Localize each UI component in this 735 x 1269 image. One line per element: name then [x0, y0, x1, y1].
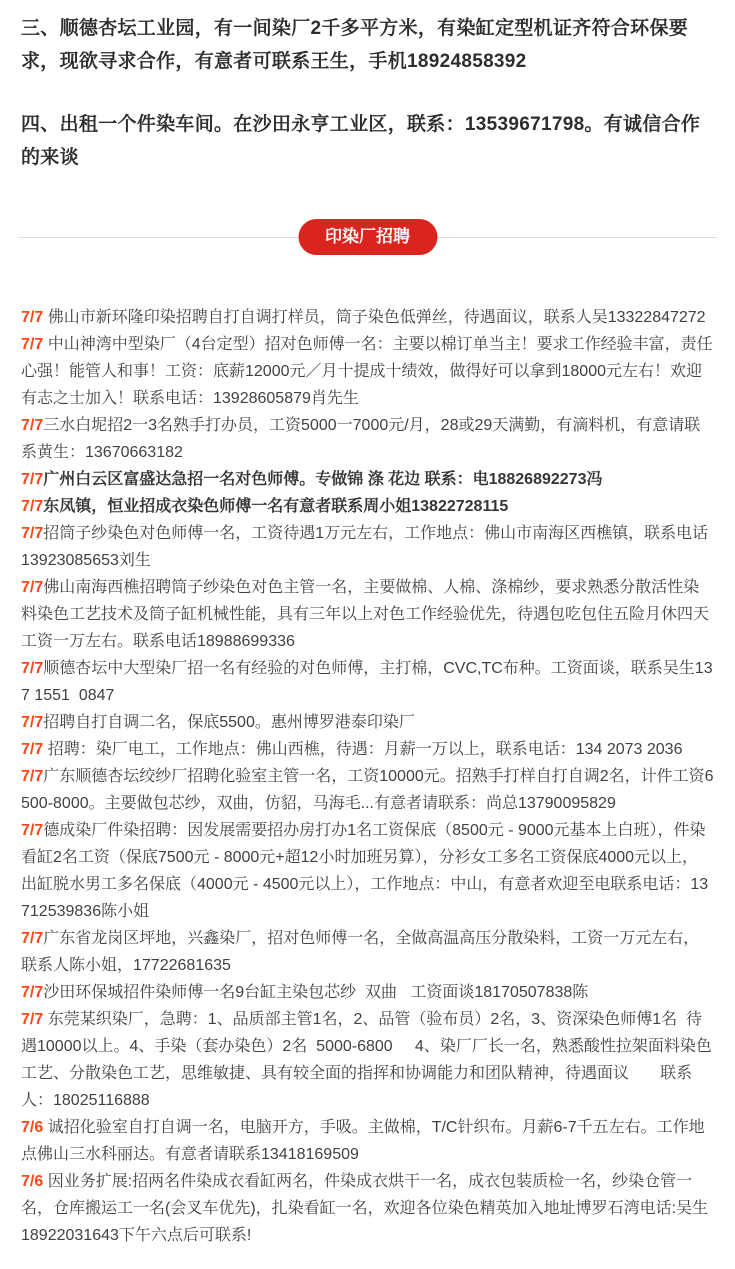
job-text: 中山神湾中型染厂（4台定型）招对色师傅一名：主要以棉订单当主！要求工作经验丰富，责任心强！能管人和事！工资：底薪12000元／月十提成十绩效，做得好可以拿到18000元左右！欢迎有志之士加入！联系电话：13928605879肖先生 — [21, 336, 713, 407]
job-posting — [21, 520, 714, 574]
job-posting — [21, 412, 714, 466]
job-text: 因业务扩展:招两名件染成衣看缸两名，件染成衣烘干一名，成衣包装质检一名，纱染仓管一名，仓库搬运工一名(会叉车优先)，扎染看缸一名，欢迎各位染色精英加入地址博罗石湾电话:吴生18922031643下午六点后可联系! — [21, 1173, 709, 1244]
job-text: 顺德杏坛中大型染厂招一名有经验的对色师傅，主打棉，CVC,TC布种。工资面谈，联系吴生137 1551 0847 — [21, 660, 713, 704]
job-date: 7/7 — [21, 768, 44, 785]
job-posting — [21, 817, 714, 925]
job-text: 诚招化验室自打自调一名，电脑开方，手吸。主做棉，T/C针织布。月薪6-7千五左右。工作地点佛山三水科丽达。有意者请联系13418169509 — [21, 1119, 705, 1163]
job-date: 7/7 — [21, 309, 44, 326]
job-date: 7/7 — [21, 660, 44, 677]
job-text: 东凤镇，恒业招成衣染色师傅一名有意者联系周小姐13822728115 — [43, 498, 509, 515]
job-posting — [21, 736, 714, 763]
job-text: 广州白云区富盛达急招一名对色师傅。专做锦 涤 花边 联系：电18826892273冯 — [43, 471, 603, 488]
job-date: 7/7 — [21, 714, 44, 731]
job-date: 7/6 — [21, 1173, 44, 1190]
job-text: 广东顺德杏坛绞纱厂招聘化验室主管一名，工资10000元。招熟手打样自打自调2名，计件工资6500-8000。主要做包芯纱，双曲，仿貂，马海毛...有意者请联系：尚总13790095829 — [21, 768, 714, 812]
job-text: 招筒子纱染色对色师傅一名，工资待遇1万元左右，工作地点：佛山市南海区西樵镇，联系电话13923085653刘生 — [21, 525, 709, 569]
job-date: 7/7 — [21, 471, 44, 488]
job-posting — [21, 763, 714, 817]
cooperation-notices — [21, 12, 714, 174]
job-posting — [21, 1114, 714, 1168]
job-text: 德成染厂件染招聘：因发展需要招办房打办1名工资保底（8500元 - 9000元基本上白班），件染看缸2名工资（保底7500元 - 8000元+超12小时加班另算），分衫女工多名工资保底4000元以上，出缸脱水男工多名保底（4000元 - 4500元以上），工作地点：中山，有意者欢迎至电联系电话：13712539836陈小姐 — [21, 822, 709, 920]
job-list — [21, 304, 714, 1249]
notice-paragraph-3: 三、顺德杏坛工业园，有一间染厂2千多平方米，有染缸定型机证齐符合环保要求，现欲寻求合作，有意者可联系王生，手机18924858392 — [21, 18, 689, 72]
job-date: 7/6 — [21, 1119, 44, 1136]
job-text: 沙田环保城招件染师傅一名9台缸主染包芯纱 双曲 工资面谈18170507838陈 — [43, 984, 589, 1001]
job-date: 7/7 — [21, 417, 44, 434]
job-text: 佛山南海西樵招聘筒子纱染色对色主管一名，主要做棉、人棉、涤棉纱，要求熟悉分散活性染料染色工艺技术及筒子缸机械性能，具有三年以上对色工作经验优先，待遇包吃包住五险月休四天工资一万左右。联系电话18988699336 — [21, 579, 710, 650]
job-posting — [21, 466, 714, 493]
job-date: 7/7 — [21, 930, 44, 947]
job-date: 7/7 — [21, 525, 44, 542]
job-posting — [21, 1006, 714, 1114]
job-date: 7/7 — [21, 579, 44, 596]
job-date: 7/7 — [21, 336, 44, 353]
job-posting — [21, 709, 714, 736]
job-date: 7/7 — [21, 1011, 44, 1028]
job-date: 7/7 — [21, 984, 44, 1001]
job-text: 招聘：染厂电工，工作地点：佛山西樵，待遇：月薪一万以上，联系电话：134 2073 2036 — [43, 741, 683, 758]
job-date: 7/7 — [21, 741, 44, 758]
job-posting — [21, 574, 714, 655]
job-posting — [21, 979, 714, 1006]
job-text: 东莞某织染厂，急聘：1、品质部主管1名，2、品管（验布员）2名，3、资深染色师傅1名 待遇10000以上。4、手染（套办染色）2名 5000-6800 4、染厂厂长一名，熟悉酸性拉架面料染色工艺、分散染色工艺，思维敏捷、具有较全面的指挥和协调能力和团队精神，待遇面议 联系人：18025116888 — [21, 1011, 712, 1109]
job-posting — [21, 304, 714, 331]
job-text: 招聘自打自调二名，保底5500。惠州博罗港泰印染厂 — [43, 714, 415, 731]
section-badge: 印染厂招聘 — [298, 219, 437, 255]
job-text: 广东省龙岗区坪地，兴鑫染厂，招对色师傅一名，全做高温高压分散染料，工资一万元左右，联系人陈小姐，17722681635 — [21, 930, 700, 974]
job-posting — [21, 655, 714, 709]
job-posting — [21, 331, 714, 412]
job-date: 7/7 — [21, 498, 44, 515]
job-posting — [21, 1168, 714, 1249]
job-date: 7/7 — [21, 822, 44, 839]
section-divider — [21, 220, 714, 254]
job-posting — [21, 493, 714, 520]
job-text: 三水白坭招2一3名熟手打办员，工资5000一7000元/月，28或29天满勤，有滴料机，有意请联系黄生：13670663182 — [21, 417, 701, 461]
notice-paragraph-4: 四、出租一个件染车间。在沙田永亨工业区，联系：13539671798。有诚信合作的来谈 — [21, 114, 701, 168]
job-text: 佛山市新环隆印染招聘自打自调打样员，筒子染色低弹丝，待遇面议，联系人吴13322847272 — [43, 309, 706, 326]
job-posting — [21, 925, 714, 979]
